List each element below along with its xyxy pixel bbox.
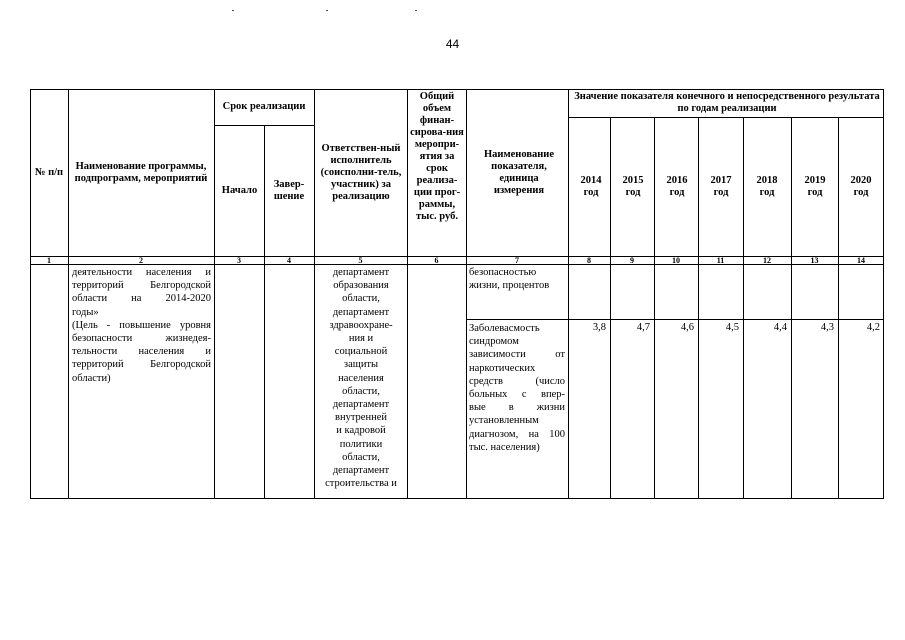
responsible-line: департамент	[332, 306, 390, 318]
responsible-line: здравоохране-	[329, 319, 393, 331]
indicator-line: средств (число	[469, 375, 565, 387]
responsible-line: образования	[333, 280, 389, 292]
program-line: годы»	[72, 306, 99, 318]
col-line-12	[791, 117, 792, 499]
goal-line: территорий Белгородской	[72, 359, 211, 371]
header-funding: Общий объем финан-сирова-ния меропри-ятия за срок реализа-ции прог-раммы, тыс. руб.	[410, 91, 464, 222]
header-responsible: Ответствен-ный исполнитель (соисполни-тель, участник) за реализацию	[320, 142, 402, 202]
responsible-line: области,	[342, 385, 380, 397]
col-line-4	[314, 89, 315, 499]
row-divider	[466, 319, 884, 320]
table-border-bottom	[30, 498, 884, 499]
responsible-text	[316, 266, 406, 490]
header-year-2015: 2015 год	[622, 174, 644, 198]
col-num-12: 12	[763, 256, 771, 265]
scan-speck	[326, 10, 328, 11]
col-num-5: 5	[358, 256, 363, 265]
col-line-6	[466, 89, 467, 499]
col-num-14: 14	[857, 256, 865, 265]
value-2017: 4,5	[725, 322, 739, 333]
header-year-2017: 2017 год	[710, 174, 732, 198]
col-num-3: 3	[237, 256, 241, 265]
header-program-name: Наименование программы, подпрограмм, мероприятий	[74, 160, 208, 184]
col-num-11: 11	[716, 256, 725, 265]
col-num-1: 1	[47, 256, 51, 265]
page-number: 44	[445, 37, 460, 51]
indicator-line: зависимости от	[469, 349, 565, 361]
indicator-line: диагнозом, на 100	[469, 428, 565, 440]
goal-line: области)	[72, 372, 111, 384]
col-line-11	[743, 117, 744, 499]
col-line-3	[264, 125, 265, 499]
responsible-line: населения	[338, 372, 384, 384]
responsible-line: области,	[342, 293, 380, 305]
col-line-8	[610, 117, 611, 499]
indicator-morbidity-text	[469, 322, 565, 454]
indicator-line: Заболевасмость	[469, 323, 540, 334]
responsible-line: социальной	[334, 346, 388, 358]
col-line-0	[30, 89, 31, 499]
header-number: № п/п	[34, 166, 64, 178]
program-text	[72, 266, 211, 385]
indicator-line: наркотических	[469, 362, 536, 374]
col-line-10	[698, 117, 699, 499]
value-2016: 4,6	[680, 322, 694, 333]
header-year-2019: 2019 год	[804, 174, 826, 198]
col-num-6: 6	[434, 256, 439, 265]
col-num-7: 7	[515, 256, 519, 265]
header-srok: Срок реализации	[222, 101, 306, 112]
col-line-1	[68, 89, 69, 499]
col-num-8: 8	[587, 256, 591, 265]
header-year-2020: 2020 год	[850, 174, 872, 198]
program-line: территорий Белгородской	[72, 280, 211, 292]
col-line-7	[568, 89, 569, 499]
value-2019: 4,3	[820, 322, 834, 333]
indicator-line: вые в жизни	[469, 402, 565, 414]
goal-line: безопасности жизнедея-	[72, 333, 211, 345]
indicator-table	[30, 89, 884, 499]
scan-speck	[415, 10, 417, 11]
header-indicator: Наименование показателя, единица измерения	[484, 148, 554, 196]
col-line-14	[883, 89, 884, 499]
responsible-line: департамент	[332, 399, 390, 411]
responsible-line: строительства и	[325, 478, 397, 490]
header-start: Начало	[221, 184, 258, 196]
responsible-line: внутренней	[335, 412, 387, 424]
col-num-13: 13	[810, 256, 819, 265]
value-2014: 3,8	[592, 322, 606, 333]
header-year-2014: 2014 год	[580, 174, 602, 198]
value-2020: 4,2	[866, 322, 880, 333]
indicator-line: безопасностью	[469, 267, 537, 278]
responsible-line: политики	[339, 438, 383, 450]
col-num-2: 2	[139, 256, 143, 265]
header-year-2018: 2018 год	[756, 174, 778, 198]
responsible-line: и кадровой	[336, 425, 386, 437]
responsible-line: ния и	[348, 333, 374, 345]
value-2015: 4,7	[636, 322, 650, 333]
program-line: деятельности населения и	[72, 267, 211, 278]
indicator-line: больных с впер-	[469, 389, 565, 401]
indicator-line: синдромом	[469, 336, 519, 348]
responsible-line: защиты	[343, 359, 379, 371]
col-num-9: 9	[630, 256, 634, 265]
goal-line: тельности населения и	[72, 346, 211, 358]
responsible-line: департамент	[332, 267, 390, 278]
header-values-group: Значение показателя конечного и непосредственного результата по годам реализации	[574, 91, 880, 114]
col-num-10: 10	[672, 256, 680, 265]
col-line-9	[654, 117, 655, 499]
value-2018: 4,4	[773, 322, 787, 333]
indicator-line: установленным	[469, 415, 539, 427]
scan-speck	[232, 10, 234, 11]
responsible-line: области,	[342, 451, 380, 463]
goal-line: (Цель - повышение уровня	[72, 319, 211, 331]
program-line: области на 2014-2020	[72, 293, 211, 305]
indicator-line: тыс. населения)	[469, 441, 540, 453]
indicator-top-text	[469, 266, 565, 292]
indicator-line: жизни, процентов	[469, 280, 550, 292]
responsible-line: департамент	[332, 465, 390, 477]
header-end: Завер-шение	[273, 178, 305, 202]
col-line-13	[838, 117, 839, 499]
header-year-2016: 2016 год	[666, 174, 688, 198]
col-num-4: 4	[287, 256, 291, 265]
